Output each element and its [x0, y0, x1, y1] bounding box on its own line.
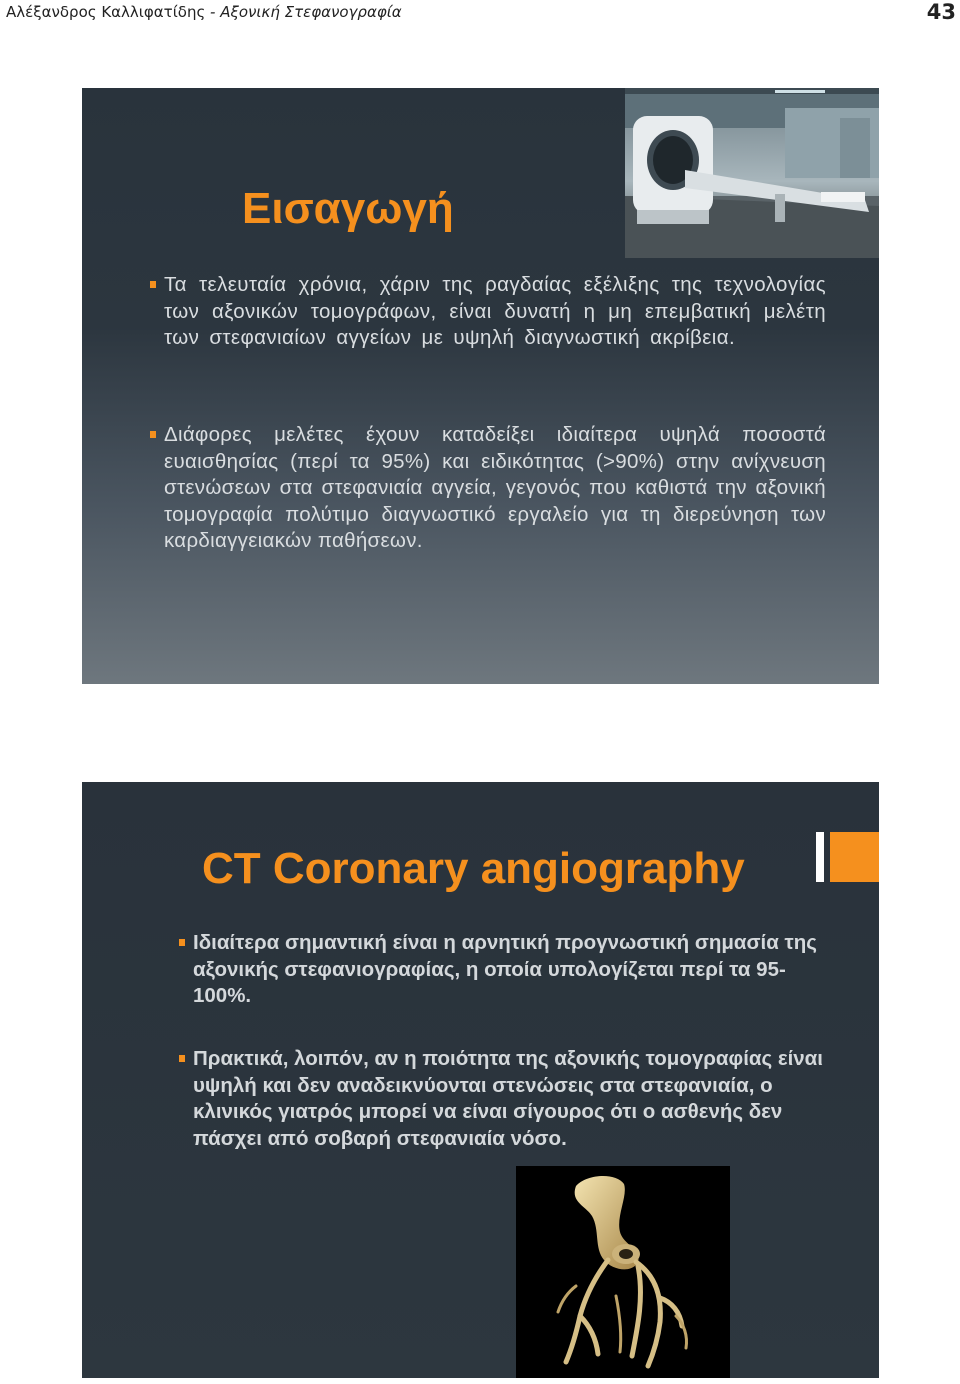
bullet-marker-icon [150, 281, 156, 288]
slide-introduction [82, 88, 879, 684]
page-header [0, 0, 960, 26]
bullet-text: Πρακτικά, λοιπόν, αν η ποιότητα της αξονικής τομογραφίας είναι υψηλή και δεν αναδεικνύονται στενώσεις στα στεφανιαία, ο κλινικός γιατρός μπορεί να είναι σίγουρος ότι ο ασθενής δεν πάσχει από σοβαρή στεφανιαία νόσο. [193, 1047, 823, 1150]
bullet-text: Διάφορες μελέτες έχουν καταδείξει ιδιαίτερα υψηλά ποσοστά ευαισθησίας (περί τα 95%) και ειδικότητας (>90%) στην ανίχνευση στενώσεων στα στεφανιαία αγγεία, γεγονός που καθιστά την αξονική τομογραφία πολύτιμο διαγνωστικό εργαλείο για τη διερεύνηση των καρδιαγγειακών παθήσεων. [164, 423, 826, 552]
bullet-item [164, 272, 826, 352]
bullet-marker-icon [150, 431, 156, 438]
decorative-square [830, 832, 879, 882]
bullet-item [193, 1046, 833, 1152]
ct-scanner-photo-icon [625, 88, 879, 258]
title-separator: - [205, 3, 221, 21]
bullet-marker-icon [179, 939, 185, 946]
slide-title: Εισαγωγή [242, 184, 454, 233]
coronary-3d-render-icon [516, 1166, 730, 1378]
bullet-item [164, 422, 826, 555]
bullet-item [193, 930, 833, 1010]
slide-title: CT Coronary angiography [202, 844, 745, 893]
bullet-text: Ιδιαίτερα σημαντική είναι η αρνητική προγνωστική σημασία της αξονικής στεφανιογραφίας, η οποία υπολογίζεται περί τα 95-100%. [193, 931, 817, 1007]
document-subtitle: Αξονική Στεφανογραφία [220, 3, 402, 21]
decorative-bar [816, 832, 824, 882]
bullet-marker-icon [179, 1055, 185, 1062]
slide-ct-coronary-angiography [82, 782, 879, 1378]
author-name: Αλέξανδρος Καλλιφατίδης [6, 3, 206, 21]
bullet-text: Τα τελευταία χρόνια, χάριν της ραγδαίας εξέλιξης της τεχνολογίας των αξονικών τομογράφων, είναι δυνατή η μη επεμβατική μελέτη των στεφανιαίων αγγείων με υψηλή διαγνωστική ακρίβεια. [164, 273, 826, 349]
document-title [6, 3, 402, 21]
page-number: 43 [926, 0, 956, 24]
